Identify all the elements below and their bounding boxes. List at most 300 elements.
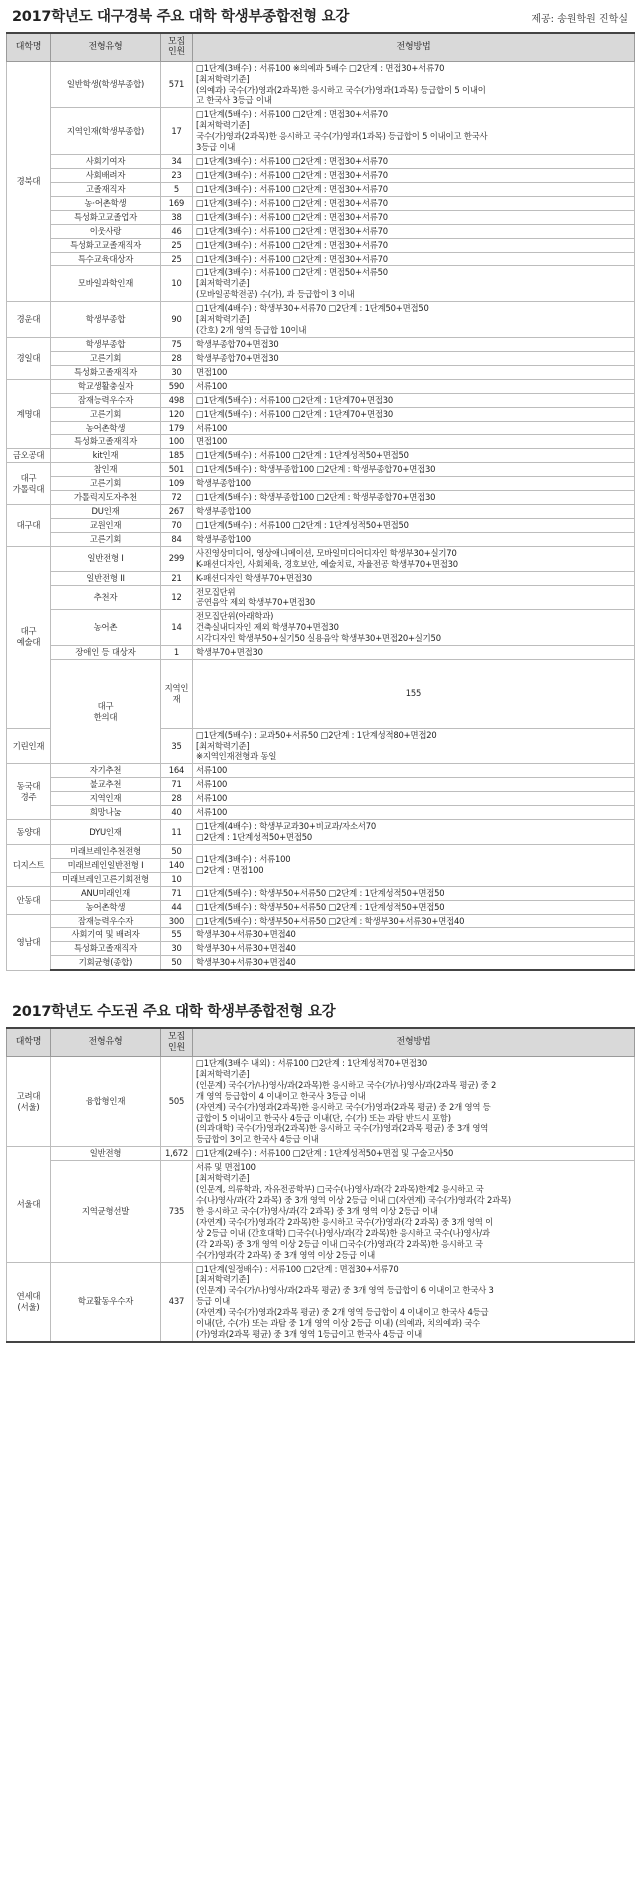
selection-method (193, 942, 635, 956)
selection-method (193, 379, 635, 393)
university-name: 서울대 (7, 1147, 51, 1262)
admission-type: 일반전형 (51, 1147, 161, 1161)
quota-count: 185 (161, 449, 193, 463)
quota-count: 120 (161, 407, 193, 421)
quota-count: 498 (161, 393, 193, 407)
section1-table (6, 32, 635, 971)
quota-count: 14 (161, 610, 193, 646)
selection-method (193, 407, 635, 421)
method-line: 학생부종합100 (196, 506, 251, 517)
method-line: [최저학력기준] (196, 73, 250, 84)
quota-count: 267 (161, 505, 193, 519)
selection-method (193, 435, 635, 449)
admission-type: 일반전형 I (51, 546, 161, 571)
table-row (7, 379, 635, 393)
table-row (7, 407, 635, 421)
university-name: 영남대 (7, 914, 51, 970)
quota-count: 735 (161, 1161, 193, 1262)
method-line: 전모집단위(아래학과) (196, 611, 274, 622)
quota-count: 21 (161, 571, 193, 585)
method-line: [최저학력기준] (196, 314, 250, 325)
quota-count: 50 (161, 956, 193, 970)
method-line: □1단계(3배수) : 서류100 □2단계 : 면접30+서류70 (196, 183, 388, 194)
method-line: □1단계(5배수) : 서류100 □2단계 : 1단계성적50+면접50 (196, 450, 409, 461)
section1-header (6, 0, 634, 32)
method-line: □1단계(2배수) : 서류100 □2단계 : 1단계성적50+면접 및 구술고사50 (196, 1148, 454, 1159)
table-row (7, 449, 635, 463)
method-line: 학생부종합70+면접30 (196, 352, 279, 363)
table-row (7, 1262, 635, 1342)
section2-header-row (7, 1028, 635, 1056)
quota-count: 55 (161, 928, 193, 942)
method-line: 국수(가)영과(2과목)한 응시하고 국수(가)영과(1과목) 등급합이 5 이내이고 한국사 (196, 131, 488, 142)
selection-method (193, 886, 635, 900)
method-line: 고 한국사 3등급 이내 (196, 95, 272, 106)
table-row (7, 365, 635, 379)
quota-count: 109 (161, 477, 193, 491)
selection-method (193, 365, 635, 379)
admission-type: 지역인재(학생부종합) (51, 108, 161, 155)
method-line: □1단계(3배수 내외) : 서류100 □2단계 : 1단계성적70+면접30 (196, 1057, 428, 1068)
table-row (7, 266, 635, 302)
method-line: 서류100 (196, 807, 228, 818)
method-line: 학생부종합70+면접30 (196, 338, 279, 349)
selection-method (193, 210, 635, 224)
section1-header-row (7, 33, 635, 61)
quota-count: 28 (161, 351, 193, 365)
table-row (7, 337, 635, 351)
method-line: □1단계(3배수) : 서류100 □2단계 : 면접30+서류70 (196, 239, 388, 250)
method-line: □1단계(3배수) : 서류100 ※의예과 5배수 □2단계 : 면접30+서류70 (196, 62, 445, 73)
method-line: □1단계(3배수) : 서류100 □2단계 : 면접30+서류70 (196, 225, 388, 236)
quota-count: 72 (161, 491, 193, 505)
admission-type: 지역인재 (161, 660, 193, 729)
section2-header (6, 995, 634, 1027)
admission-type: 교원인재 (51, 518, 161, 532)
quota-count: 299 (161, 546, 193, 571)
quota-count: 90 (161, 302, 193, 338)
admission-type: 학생부종합 (51, 302, 161, 338)
admission-type: 희망나눔 (51, 806, 161, 820)
quota-count: 1 (161, 646, 193, 660)
method-line: □1단계(3배수) : 서류100 □2단계 : 면접50+서류50 (196, 267, 388, 278)
university-name: 동국대 경주 (7, 764, 51, 820)
table-row (7, 108, 635, 155)
admission-type: kit인재 (51, 449, 161, 463)
selection-method (193, 421, 635, 435)
method-line: (인문계, 의류학과, 자유전공학부) □국수(나)영사/과(각 2과목)한계2 응시하고 국 (196, 1184, 484, 1195)
table-row (7, 155, 635, 169)
admission-type: 고른기회 (51, 407, 161, 421)
quota-count: 38 (161, 210, 193, 224)
table-row (7, 956, 635, 970)
method-line: □1단계(5배수) : 학생부50+서류50 □2단계 : 1단계성적50+면접50 (196, 901, 445, 912)
method-line: ※지역인재전형과 동일 (196, 751, 277, 762)
quota-count: 100 (161, 435, 193, 449)
table-row (7, 914, 635, 928)
table-row (7, 252, 635, 266)
selection-method (193, 477, 635, 491)
selection-method (193, 764, 635, 778)
method-line: [최저학력기준] (196, 1274, 250, 1285)
selection-method (193, 778, 635, 792)
admission-type: 융합형인재 (51, 1056, 161, 1146)
selection-method (193, 518, 635, 532)
quota-count: 46 (161, 224, 193, 238)
table-row (7, 646, 635, 660)
selection-method (193, 196, 635, 210)
col-header-method: 전형방법 (193, 33, 635, 61)
admission-type: 특성화고교졸업자 (51, 210, 161, 224)
selection-method (193, 337, 635, 351)
table-row (7, 1147, 635, 1161)
admission-type: 사회배려자 (51, 168, 161, 182)
method-line: (각 2과목) 중 3개 영역 이상 2등급 이내 □국수(가)영과(각 2과목)한 응시하고 국 (196, 1238, 483, 1249)
table-row (7, 1161, 635, 1262)
method-line: □2단계 : 면접100 (196, 865, 264, 876)
method-line: (간호) 2개 영역 등급합 10이내 (196, 325, 307, 336)
quota-count: 70 (161, 518, 193, 532)
admission-type: 미래브레인고른기회전형 (51, 872, 161, 886)
method-line: (자연계) 국수(가)영과(2과목 평균) 중 2개 영역 등급합이 4 이내이고 한국사 4등급 (196, 1307, 489, 1318)
quota-count: 300 (161, 914, 193, 928)
method-line: [최저학력기준] (196, 278, 250, 289)
admission-type: 농어촌학생 (51, 421, 161, 435)
admission-type: 잠재능력우수자 (51, 393, 161, 407)
table-row (7, 393, 635, 407)
method-line: 사진영상미디어, 영상애니메이션, 모바일미디어디자인 학생부30+실기70 (196, 547, 457, 558)
table-row (7, 546, 635, 571)
admission-type: 농어촌 (51, 610, 161, 646)
method-line: 서류100 (196, 793, 228, 804)
method-line: K-패션디자인, 사회체육, 경호보안, 예술치료, 자율전공 학생부70+면접30 (196, 558, 458, 569)
admission-type: 특성화고교졸재직자 (51, 238, 161, 252)
admission-type: 고졸재직자 (51, 182, 161, 196)
quota-count: 12 (161, 585, 193, 610)
method-line: 서류100 (196, 765, 228, 776)
method-line: 면접100 (196, 366, 228, 377)
method-line: □1단계(5배수) : 서류100 □2단계 : 1단계70+면접30 (196, 394, 394, 405)
admission-type: 고른기회 (51, 477, 161, 491)
quota-count: 1,672 (161, 1147, 193, 1161)
method-line: 3등급 이내 (196, 142, 236, 153)
selection-method (193, 1161, 635, 1262)
selection-method (193, 1262, 635, 1342)
table-row (7, 196, 635, 210)
admission-type: 특성화고졸재직자 (51, 365, 161, 379)
quota-count: 140 (161, 858, 193, 872)
admission-type: 사회기여 및 배려자 (51, 928, 161, 942)
admission-type: 학교활동우수자 (51, 1262, 161, 1342)
admission-type: 고른기회 (51, 351, 161, 365)
quota-count: 40 (161, 806, 193, 820)
admission-type: 농·어촌학생 (51, 196, 161, 210)
table-row (7, 302, 635, 338)
quota-count: 437 (161, 1262, 193, 1342)
table-row (7, 238, 635, 252)
quota-count: 501 (161, 463, 193, 477)
university-name: 대구 한의대 (51, 660, 161, 764)
section1-title: 2017학년도 대구경북 주요 대학 학생부종합전형 요강 (12, 9, 350, 25)
method-line: □1단계(5배수) : 학생부50+서류50 □2단계 : 학생부30+서류30+면접40 (196, 915, 465, 926)
selection-method (193, 646, 635, 660)
university-name: 대구 예술대 (7, 546, 51, 728)
quota-count: 169 (161, 196, 193, 210)
selection-method (193, 956, 635, 970)
method-line: 공연음악 제외 학생부70+면접30 (196, 597, 316, 608)
admission-type: 학생부종합 (51, 337, 161, 351)
quota-count: 28 (161, 792, 193, 806)
table-row (7, 1056, 635, 1146)
method-line: 개 영역 등급합이 4 이내이고 한국사 3등급 이내 (196, 1090, 366, 1101)
table-row (7, 610, 635, 646)
table-row (7, 806, 635, 820)
table-row (7, 477, 635, 491)
admission-type: 가톨릭지도자추천 (51, 491, 161, 505)
admission-type: 잠재능력우수자 (51, 914, 161, 928)
quota-count: 155 (193, 660, 635, 729)
admission-type: 장애인 등 대상자 (51, 646, 161, 660)
table-row (7, 463, 635, 477)
selection-method (193, 532, 635, 546)
selection-method (193, 585, 635, 610)
quota-count: 164 (161, 764, 193, 778)
table-row (7, 168, 635, 182)
method-line: □1단계(5배수) : 교과50+서류50 □2단계 : 1단계성적80+면접20 (196, 729, 437, 740)
method-line: 전모집단위 (196, 586, 236, 597)
quota-count: 50 (161, 844, 193, 858)
table-row (7, 820, 635, 845)
quota-count: 84 (161, 532, 193, 546)
table-row (7, 764, 635, 778)
selection-method (193, 928, 635, 942)
quota-count: 44 (161, 900, 193, 914)
method-line: □1단계(5배수) : 서류100 □2단계 : 면접30+서류70 (196, 109, 388, 120)
quota-count: 23 (161, 168, 193, 182)
university-name: 경운대 (7, 302, 51, 338)
admission-type: 참인재 (51, 463, 161, 477)
table-row (7, 571, 635, 585)
method-line: (의과대학) 국수(가)영과(2과목)한 응시하고 국수(가)영과(2과목 평균) 중 3개 영역 (196, 1123, 489, 1134)
table-row (7, 532, 635, 546)
admission-type: 특성화고졸재직자 (51, 942, 161, 956)
method-line: (인문계) 국수(가/나)영사/과(2과목)한 응시하고 국수(가/나)영사/과(2과목 평균) 중 2 (196, 1079, 497, 1090)
university-name: 경일대 (7, 337, 51, 379)
section2-title: 2017학년도 수도권 주요 대학 학생부종합전형 요강 (12, 1004, 336, 1021)
method-line: 이내(단, 수(가) 또는 과탐 중 1개 영역 이상 2등급 이내) (의예과, 치의예과) 국수 (196, 1318, 481, 1329)
section2-table (6, 1027, 635, 1343)
admission-type: 자기추천 (51, 764, 161, 778)
method-line: K-패션디자인 학생부70+면접30 (196, 572, 312, 583)
university-name: 디지스트 (7, 844, 51, 886)
university-name: 대구대 (7, 505, 51, 547)
university-name: 계명대 (7, 379, 51, 449)
selection-method (193, 302, 635, 338)
selection-method (193, 820, 635, 845)
method-line: □1단계(5배수) : 서류100 □2단계 : 1단계70+면접30 (196, 408, 394, 419)
method-line: [최저학력기준] (196, 1068, 250, 1079)
table-row (7, 351, 635, 365)
table-row (7, 210, 635, 224)
method-line: (가)영과(2과목 평균) 중 3개 영역 1등급이고 한국사 4등급 이내 (196, 1329, 423, 1340)
admission-type: 기린인재 (7, 728, 51, 764)
col-header-quota: 모집 인원 (161, 33, 193, 61)
university-name: 경북대 (7, 61, 51, 302)
quota-count: 34 (161, 155, 193, 169)
quota-count: 71 (161, 778, 193, 792)
method-line: (자연계) 국수(가)영과(2과목)한 응시하고 국수(가)영과(2과목 평균) 중 2개 영역 등 (196, 1101, 491, 1112)
selection-method (193, 61, 635, 108)
quota-count: 25 (161, 238, 193, 252)
col-header-type: 전형유형 (51, 1028, 161, 1056)
table-row (7, 844, 635, 858)
quota-count: 10 (161, 872, 193, 886)
admission-type: 특성화고졸재직자 (51, 435, 161, 449)
section1-body (7, 61, 635, 970)
method-line: 급합이 5 이내이고 한국사 4등급 이내(단, 수(가) 또는 과탐 반드시 포함) (196, 1112, 451, 1123)
method-line: (자연계) 국수(가)영과(각 2과목)한 응시하고 국수(가)영과(각 2과목) 중 3개 영역 이 (196, 1216, 494, 1227)
method-line: [최저학력기준] (196, 1173, 250, 1184)
selection-method (193, 571, 635, 585)
table-row (7, 182, 635, 196)
table-row (7, 491, 635, 505)
selection-method (193, 1147, 635, 1161)
table-row (7, 435, 635, 449)
university-name: 고려대 (서울) (7, 1056, 51, 1146)
method-line: 학생부70+면접30 (196, 647, 263, 658)
selection-method (193, 252, 635, 266)
table-row (7, 886, 635, 900)
quota-count: 30 (161, 365, 193, 379)
admission-type: 일반전형 II (51, 571, 161, 585)
quota-count: 71 (161, 886, 193, 900)
selection-method (193, 792, 635, 806)
table-row (7, 585, 635, 610)
col-header-type: 전형유형 (51, 33, 161, 61)
table-row (7, 792, 635, 806)
method-line: □1단계(4배수) : 학생부교과30+비교과/자소서70 (196, 821, 376, 832)
selection-method (193, 238, 635, 252)
selection-method (193, 1056, 635, 1146)
admission-type: 이웃사랑 (51, 224, 161, 238)
selection-method (193, 351, 635, 365)
method-line: □1단계(3배수) : 서류100 □2단계 : 면접30+서류70 (196, 156, 388, 167)
admission-type: 농어촌학생 (51, 900, 161, 914)
method-line: [최저학력기준] (196, 120, 250, 131)
admission-type: DYU인재 (51, 820, 161, 845)
method-line: □1단계(3배수) : 서류100 □2단계 : 면접30+서류70 (196, 197, 388, 208)
admission-type: 추천자 (51, 585, 161, 610)
method-line: 수(가)영과(각 2과목) 중 3개 영역 이상 2등급 이내 (196, 1249, 376, 1260)
method-line: 면접100 (196, 436, 228, 447)
method-line: 건축실내디자인 제외 학생부70+면접30 (196, 622, 339, 633)
quota-count: 25 (161, 252, 193, 266)
selection-method (193, 844, 635, 886)
method-line: □2단계 : 1단계성적50+면접50 (196, 832, 312, 842)
method-line: 학생부종합100 (196, 478, 251, 489)
admission-type: 기회균형(종합) (51, 956, 161, 970)
quota-count: 30 (161, 942, 193, 956)
selection-method (193, 108, 635, 155)
admission-type: 사회기여자 (51, 155, 161, 169)
method-line: [최저학력기준] (196, 740, 250, 751)
method-line: 서류100 (196, 779, 228, 790)
section2-body (7, 1056, 635, 1342)
method-line: 학생부30+서류30+면접40 (196, 929, 296, 940)
method-line: □1단계(3배수) : 서류100 □2단계 : 면접30+서류70 (196, 169, 388, 180)
method-line: 서류100 (196, 380, 228, 391)
selection-method (193, 806, 635, 820)
method-line: □1단계(일정배수) : 서류100 □2단계 : 면접30+서류70 (196, 1263, 399, 1274)
method-line: □1단계(3배수) : 서류100 (196, 854, 291, 865)
method-line: (인문계) 국수(가/나)영사/과(2과목 평균) 중 3개 영역 등급합이 6 이내이고 한국사 3 (196, 1285, 494, 1296)
admission-type: 미래브레인일반전형 I (51, 858, 161, 872)
method-line: □1단계(4배수) : 학생부30+서류70 □2단계 : 1단계50+면접50 (196, 303, 429, 314)
method-line: 한 응시하고 국수(가)영사/과(각 2과목) 중 3개 영역 이상 2등급 이내 (196, 1205, 438, 1216)
col-header-quota: 모집 인원 (161, 1028, 193, 1056)
table-row (7, 900, 635, 914)
table-row (7, 778, 635, 792)
admission-type: DU인재 (51, 505, 161, 519)
method-line: 서류100 (196, 422, 228, 433)
selection-method (193, 610, 635, 646)
method-line: 학생부종합100 (196, 533, 251, 544)
quota-count: 75 (161, 337, 193, 351)
admission-type: 미래브레인추천전형 (51, 844, 161, 858)
admission-type: 모바일과학인재 (51, 266, 161, 302)
method-line: 등급 이내 (196, 1296, 231, 1307)
quota-count: 571 (161, 61, 193, 108)
quota-count: 11 (161, 820, 193, 845)
university-name: 금오공대 (7, 449, 51, 463)
table-row (7, 505, 635, 519)
method-line: □1단계(3배수) : 서류100 □2단계 : 면접30+서류70 (196, 211, 388, 222)
university-name: 동양대 (7, 820, 51, 845)
method-line: 상 2등급 이내 (간호대학) □국수(나)영사/과(각 2과목)한 응시하고 국수(나)영사/과 (196, 1227, 490, 1238)
selection-method (193, 914, 635, 928)
table-row (7, 942, 635, 956)
method-line: (의예과) 국수(가)영과(2과목)한 응시하고 국수(가)영과(1과목) 등급합이 5 이내이 (196, 84, 486, 95)
quota-count: 5 (161, 182, 193, 196)
admission-type: 불교추천 (51, 778, 161, 792)
table-row (7, 928, 635, 942)
selection-method (193, 505, 635, 519)
method-line: 등급합이 3이고 한국사 4등급 이내 (196, 1134, 319, 1145)
selection-method (193, 155, 635, 169)
admission-type: 특수교육대상자 (51, 252, 161, 266)
method-line: □1단계(5배수) : 서류100 □2단계 : 1단계성적50+면접50 (196, 519, 409, 530)
admission-type: 일반학생(학생부종합) (51, 61, 161, 108)
selection-method (193, 224, 635, 238)
university-name: 대구 가톨릭대 (7, 463, 51, 505)
selection-method (193, 266, 635, 302)
table-row (7, 224, 635, 238)
selection-method (193, 449, 635, 463)
table-row (7, 61, 635, 108)
quota-count: 179 (161, 421, 193, 435)
col-header-univ: 대학명 (7, 33, 51, 61)
table-row (7, 518, 635, 532)
university-name: 연세대 (서울) (7, 1262, 51, 1342)
col-header-univ: 대학명 (7, 1028, 51, 1056)
selection-method (193, 182, 635, 196)
university-name: 안동대 (7, 886, 51, 914)
admission-type: 지역인재 (51, 792, 161, 806)
selection-method (193, 463, 635, 477)
method-line: □1단계(5배수) : 학생부종합100 □2단계 : 학생부종합70+면접30 (196, 464, 436, 475)
method-line: 시각디자인 학생부50+실기50 실용음악 학생부30+면접20+실기50 (196, 633, 441, 644)
quota-count: 505 (161, 1056, 193, 1146)
